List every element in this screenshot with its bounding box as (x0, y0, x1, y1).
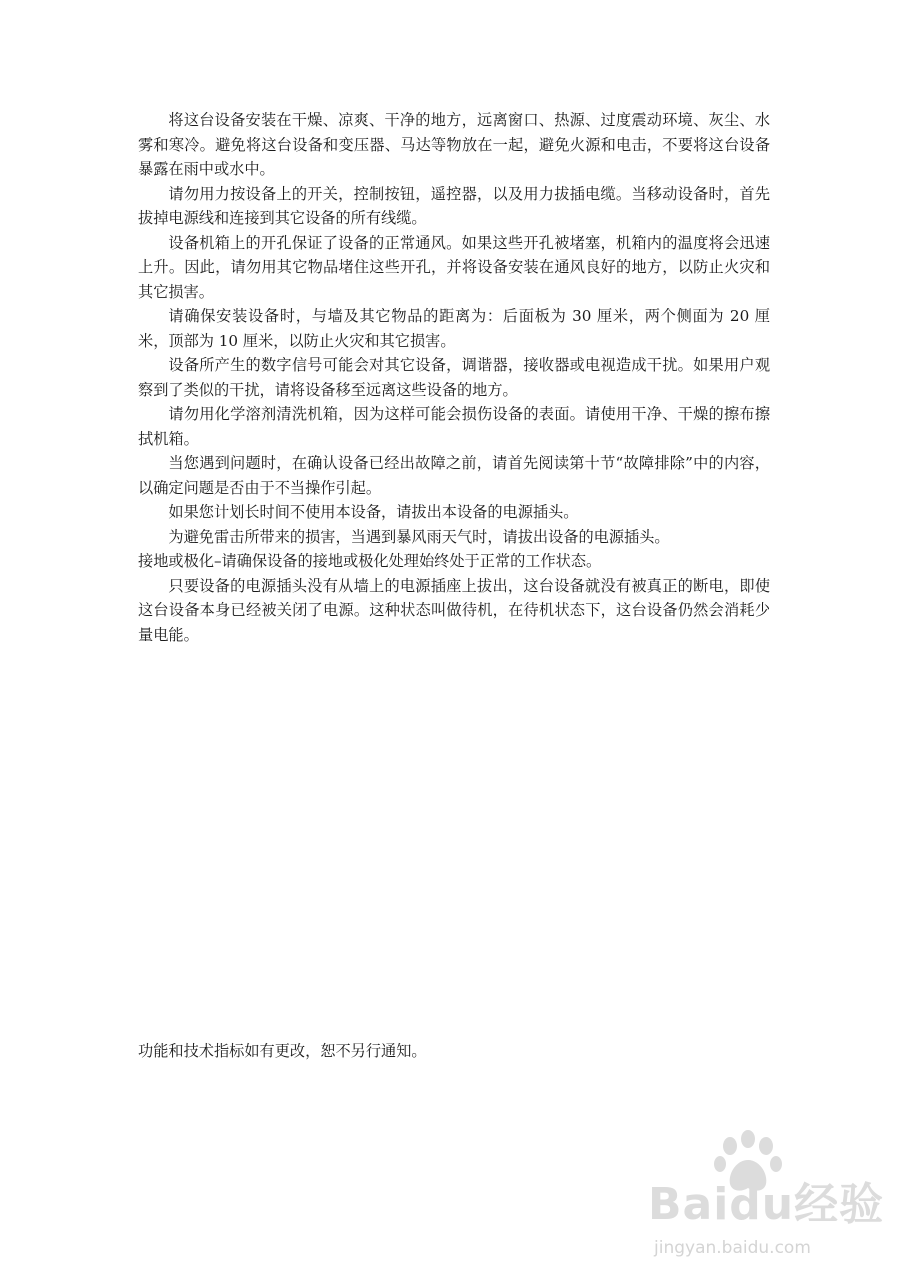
specification-change-notice: 功能和技术指标如有更改，恕不另行通知。 (138, 1042, 427, 1060)
paragraph-interference: 设备所产生的数字信号可能会对其它设备，调谐器，接收器或电视造成干扰。如果用户观察到了类似的干扰，请将设备移至远离这些设备的地方。 (138, 356, 770, 399)
watermark-brand: Baidu经验 (648, 1179, 885, 1230)
paragraph-installation-location: 将这台设备安装在干燥、凉爽、干净的地方，远离窗口、热源、过度震动环境、灰尘、水雾和寒冷。避免将这台设备和变压器、马达等物放在一起，避免火源和电击，不要将这台设备暴露在雨中或水中。 (138, 111, 770, 178)
paragraph-troubleshooting: 当您遇到问题时，在确认设备已经出故障之前，请首先阅读第十节“故障排除”中的内容，以确定问题是否由于不当操作引起。 (138, 454, 770, 497)
paragraph-ventilation: 设备机箱上的开孔保证了设备的正常通风。如果这些开孔被堵塞，机箱内的温度将会迅速上升。因此，请勿用其它物品堵住这些开孔，并将设备安装在通风良好的地方，以防止火灾和其它损害。 (138, 233, 770, 301)
watermark-url: jingyan.baidu.com (654, 1238, 811, 1258)
paragraph-grounding: 接地或极化–请确保设备的接地或极化处理始终处于正常的工作状态。 (138, 552, 602, 570)
document-body (138, 108, 770, 647)
paragraph-lightning: 为避免雷击所带来的损害，当遇到暴风雨天气时，请拔出设备的电源插头。 (168, 527, 670, 546)
paragraph-long-unused: 如果您计划长时间不使用本设备，请拔出本设备的电源插头。 (168, 503, 579, 521)
paragraph-standby: 只要设备的电源插头没有从墙上的电源插座上拔出，这台设备就没有被真正的断电，即使这台设备本身已经被关闭了电源。这种状态叫做待机，在待机状态下，这台设备仍然会消耗少量电能。 (138, 576, 770, 644)
paragraph-cleaning: 请勿用化学溶剂清洗机箱，因为这样可能会损伤设备的表面。请使用干净、干燥的擦布擦拭机箱。 (138, 405, 770, 448)
baidu-jingyan-watermark (640, 1130, 885, 1265)
paragraph-clearance-distance: 请确保安装设备时，与墙及其它物品的距离为：后面板为 30 厘米，两个侧面为 20 厘米，顶部为 10 厘米，以防止火灾和其它损害。 (138, 307, 770, 350)
paragraph-buttons-cables: 请勿用力按设备上的开关，控制按钮，遥控器，以及用力拔插电缆。当移动设备时，首先拔掉电源线和连接到其它设备的所有线缆。 (138, 184, 770, 227)
